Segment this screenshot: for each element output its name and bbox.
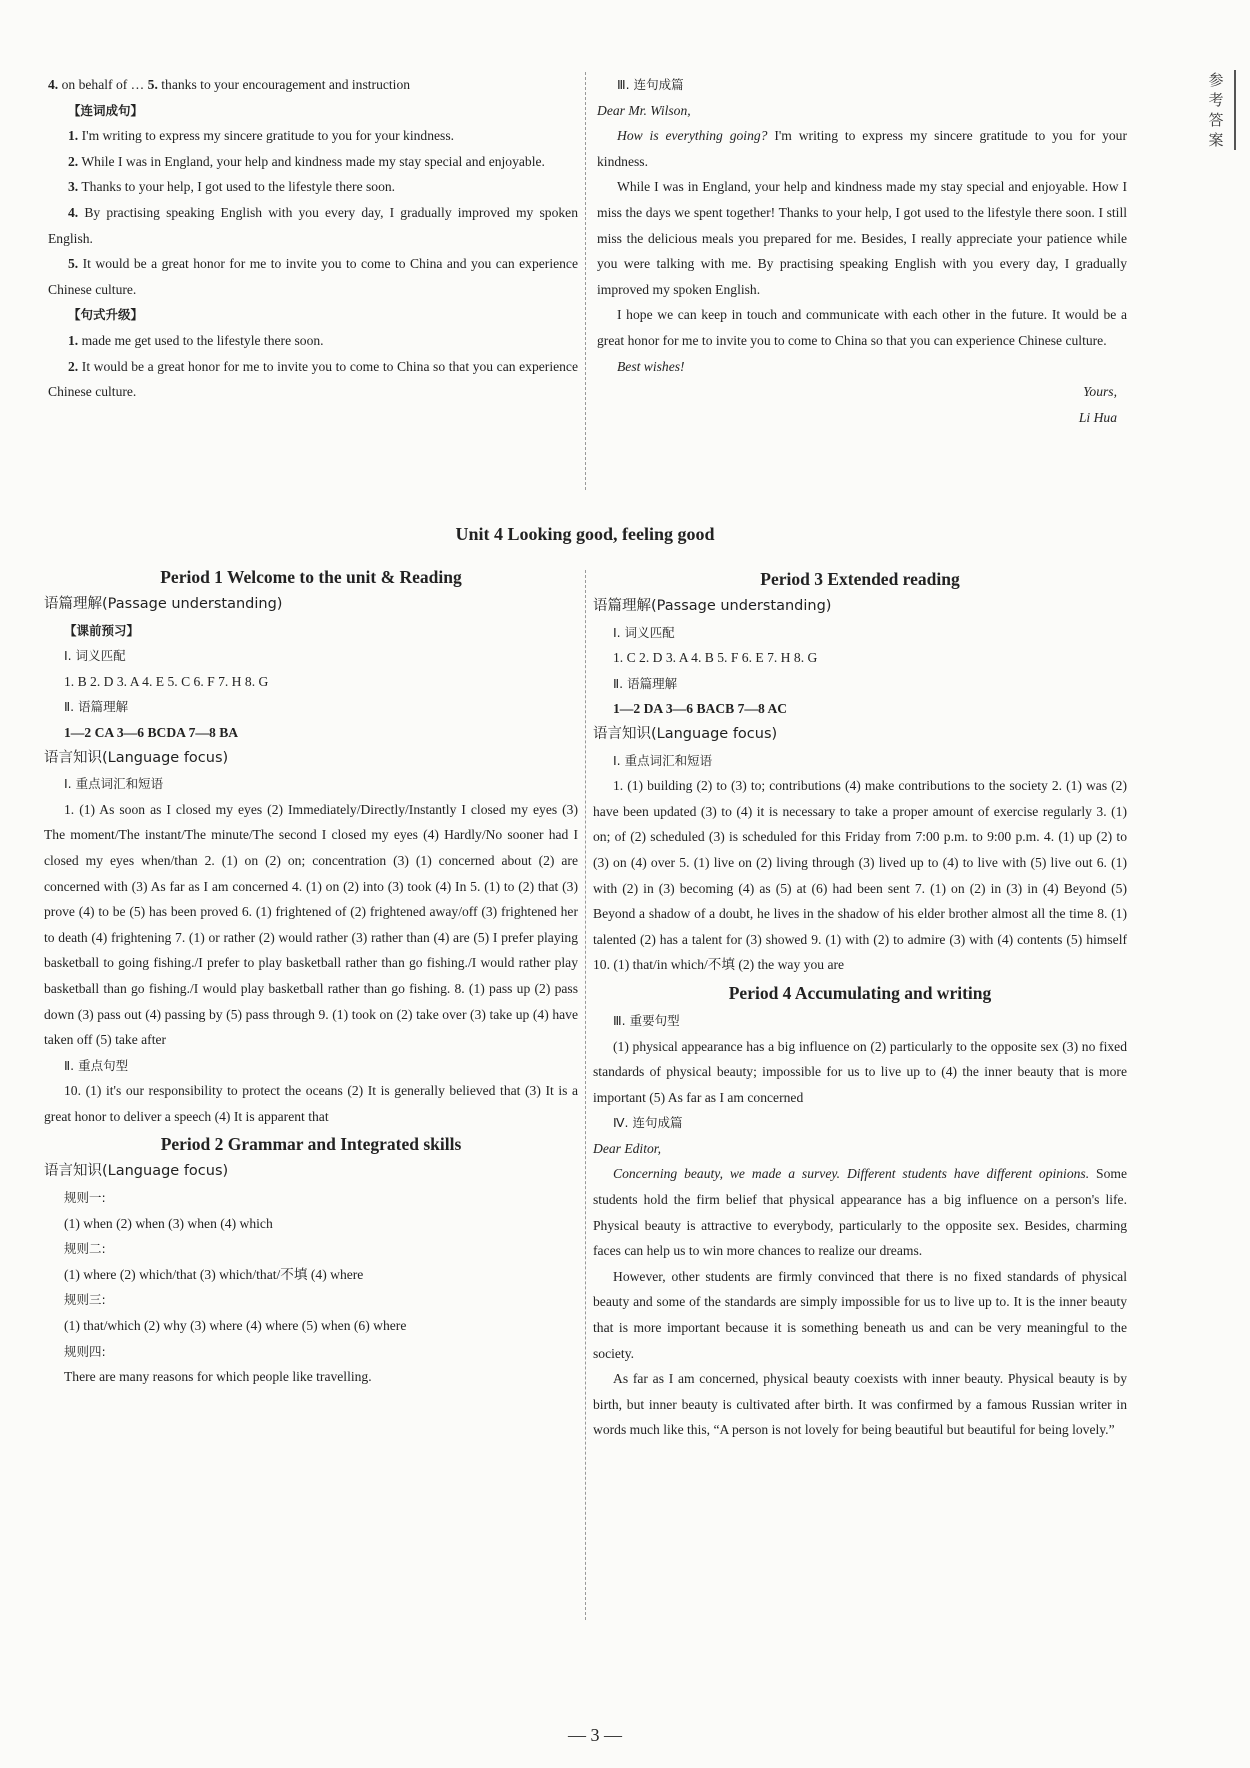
period-2-title: Period 2 Grammar and Integrated skills <box>160 1134 462 1155</box>
section-label: 【课前预习】 <box>64 622 140 638</box>
letter-paragraph: Concerning beauty, we made a survey. Different students have different opinions. Some students hold the firm belief that physical appearance has a big influence on a person's life. Physical beauty is attractive to everybody, particularly to the opposite sex. Besides, charming faces can help us to win more chances to realize our dreams. <box>593 1166 1127 1259</box>
side-tab-label: 参考答案 <box>1202 70 1236 150</box>
letter-paragraph: However, other students are firmly convinced that there is no fixed standards of physical beauty and some of the standards are simply impossible for us to live up to. It is the inner beauty that is more important because it is something beneath us and can be very meaningful to the society. <box>593 1268 1127 1361</box>
answer-paragraph: 1. (1) As soon as I closed my eyes (2) Immediately/Directly/Instantly I closed my eyes (3) The moment/The instant/The minute/The second I closed my eyes (4) Hardly/No sooner had I closed my eyes when/than 2. (1) on (2) on; concentration (3) (1) concerned about (2) are concerned with (3) As far as I am concerned 4. (1) on (2) into (3) took (4) In 5. (1) to (2) that (3) prove (4) to be (5) has been proved 6. (1) frightened of (2) frightened away/off (3) frightened her to death (4) frightening 7. (1) or rather (2) would rather (3) rather than (4) are (5) I prefer playing basketball to going fishing./I prefer to play basketball rather than go fishing./I would rather play basketball than go fishing./I would play basketball rather than go fishing. 8. (1) pass up (2) pass down (3) pass out (4) passing by (5) pass through 9. (1) took on (2) take over (3) take up (4) have taken off (5) take after <box>44 801 578 1048</box>
column-divider-top <box>585 72 586 490</box>
letter-paragraph: How is everything going? I'm writing to express my sincere gratitude to you for your kindness. <box>597 128 1128 169</box>
subsection-label: Ⅱ. 重点句型 <box>64 1057 129 1073</box>
subsection-label: Ⅰ. 词义匹配 <box>64 648 126 664</box>
section-heading: 语篇理解(Passage understanding) <box>593 598 832 614</box>
section-heading: 语言知识(Language focus) <box>44 749 229 766</box>
answer-line: 1. B 2. D 3. A 4. E 5. C 6. F 7. H 8. G <box>64 673 269 689</box>
section-heading: 语言知识(Language focus) <box>593 725 778 742</box>
subsection-label: Ⅱ. 语篇理解 <box>64 699 129 715</box>
letter-closing: Best wishes! <box>617 358 685 374</box>
answer-line: 1—2 DA 3—6 BACB 7—8 AC <box>613 701 788 717</box>
subsection-label: Ⅰ. 重点词汇和短语 <box>613 752 713 768</box>
subsection-label: Ⅰ. 重点词汇和短语 <box>64 776 164 792</box>
section-heading: 语言知识(Language focus) <box>44 1163 229 1180</box>
answer-line: 4. By practising speaking English with you every day, I gradually improved my spoken English. <box>48 204 578 246</box>
subsection-label: Ⅲ. 重要句型 <box>613 1012 680 1028</box>
letter-signature: Li Hua <box>1078 409 1117 425</box>
top-right-column <box>597 72 1127 430</box>
rule-label: 规则三: <box>64 1292 106 1308</box>
letter-paragraph: As far as I am concerned, physical beauty coexists with inner beauty. Physical beauty is by birth, but inner beauty is cultivated after birth. It was confirmed by a famous Russian writer in words much like this, “A person is not lovely for being beautiful but beautiful for being lovely.” <box>593 1371 1127 1438</box>
top-left-column <box>48 72 578 405</box>
answer-line: 2. While I was in England, your help and kindness made my stay special and enjoyable. <box>68 153 545 169</box>
bottom-right-column <box>593 564 1127 1443</box>
answer-line: (1) where (2) which/that (3) which/that/不填 (4) where <box>64 1266 364 1282</box>
bottom-left-column <box>44 562 578 1390</box>
answer-line: (1) that/which (2) why (3) where (4) where (5) when (6) where <box>64 1318 407 1334</box>
answer-line: 1—2 CA 3—6 BCDA 7—8 BA <box>64 724 239 740</box>
answer-line: There are many reasons for which people like travelling. <box>64 1369 372 1385</box>
answer-line: 1. I'm writing to express my sincere gratitude to you for your kindness. <box>68 128 455 144</box>
letter-yours: Yours, <box>1083 384 1117 400</box>
period-3-title: Period 3 Extended reading <box>760 569 960 589</box>
rule-label: 规则四: <box>64 1343 106 1359</box>
subsection-label: Ⅳ. 连句成篇 <box>613 1115 683 1131</box>
answer-line: 2. It would be a great honor for me to invite you to come to China so that you can experience Chinese culture. <box>48 358 578 400</box>
answer-line: 1. C 2. D 3. A 4. B 5. F 6. E 7. H 8. G <box>613 650 818 666</box>
answer-line: (1) when (2) when (3) when (4) which <box>64 1215 273 1231</box>
answer-paragraph: 10. (1) it's our responsibility to protect the oceans (2) It is generally believed that (3) It is a great honor to deliver a speech (4) It is apparent that <box>44 1083 578 1124</box>
section-label: Ⅲ. 连句成篇 <box>617 77 684 92</box>
answer-line: 1. made me get used to the lifestyle there soon. <box>68 332 324 348</box>
answer-line: 5. It would be a great honor for me to invite you to come to China and you can experience Chinese culture. <box>48 256 578 297</box>
answer-paragraph: (1) physical appearance has a big influence on (2) particularly to the opposite sex (3) no fixed standards of physical beauty; impossible for us to live up to (4) the inner beauty that is more important (5) As far as I am concerned <box>593 1038 1127 1105</box>
subsection-label: Ⅰ. 词义匹配 <box>613 624 675 640</box>
answer-line: 4. on behalf of … 5. thanks to your encouragement and instruction <box>48 77 411 92</box>
answer-line: 3. Thanks to your help, I got used to the lifestyle there soon. <box>68 179 396 195</box>
subsection-label: Ⅱ. 语篇理解 <box>613 675 678 691</box>
page-number: — 3 — <box>568 1725 622 1745</box>
unit-title: Unit 4 Looking good, feeling good <box>455 524 715 544</box>
answer-paragraph: 1. (1) building (2) to (3) to; contributions (4) make contributions to the society 2. (1) was (2) have been updated (3) to (4) it is necessary to take a proper amount of exercise regularly 3. (1) on; of (2) scheduled (3) is scheduled for this Friday from 7:00 p.m. to 9:00 p.m. 4. (1) up (2) to (3) on (4) over 5. (1) live on (2) living through (3) lived up to (4) to live with (5) live out 6. (1) with (2) in (3) becoming (4) as (5) at (6) had been sent 7. (1) on (2) in (3) in (4) Beyond (5) Beyond a shadow of a doubt, he lives in the shadow of his elder brother almost all the time 8. (1) talented (2) has a talent for (3) showed 9. (1) with (2) to admire (3) with (4) contents (5) himself 10. (1) that/in which/不填 (2) the way you are <box>593 778 1127 973</box>
section-label: 【连词成句】 <box>68 102 144 118</box>
rule-label: 规则一: <box>64 1190 106 1206</box>
rule-label: 规则二: <box>64 1241 106 1257</box>
section-heading: 语篇理解(Passage understanding) <box>44 596 283 612</box>
column-divider-bottom <box>585 570 586 1620</box>
letter-salutation: Dear Editor, <box>593 1140 661 1156</box>
period-1-title: Period 1 Welcome to the unit & Reading <box>160 567 462 587</box>
section-label: 【句式升级】 <box>68 307 144 323</box>
period-4-title: Period 4 Accumulating and writing <box>728 982 992 1003</box>
letter-salutation: Dear Mr. Wilson, <box>597 102 691 118</box>
letter-paragraph: While I was in England, your help and kindness made my stay special and enjoyable. How I miss the days we spent together! Thanks to your help, I got used to the lifestyle there soon. I still miss the delicious meals you prepared for me. Besides, I really appreciate your patience while you were talking with me. By practising speaking English with you every day, I gradually improved my spoken English. <box>597 179 1127 297</box>
letter-paragraph: I hope we can keep in touch and communicate with each other in the future. It would be a great honor for me to invite you to come to China so that you can experience Chinese culture. <box>597 307 1127 348</box>
